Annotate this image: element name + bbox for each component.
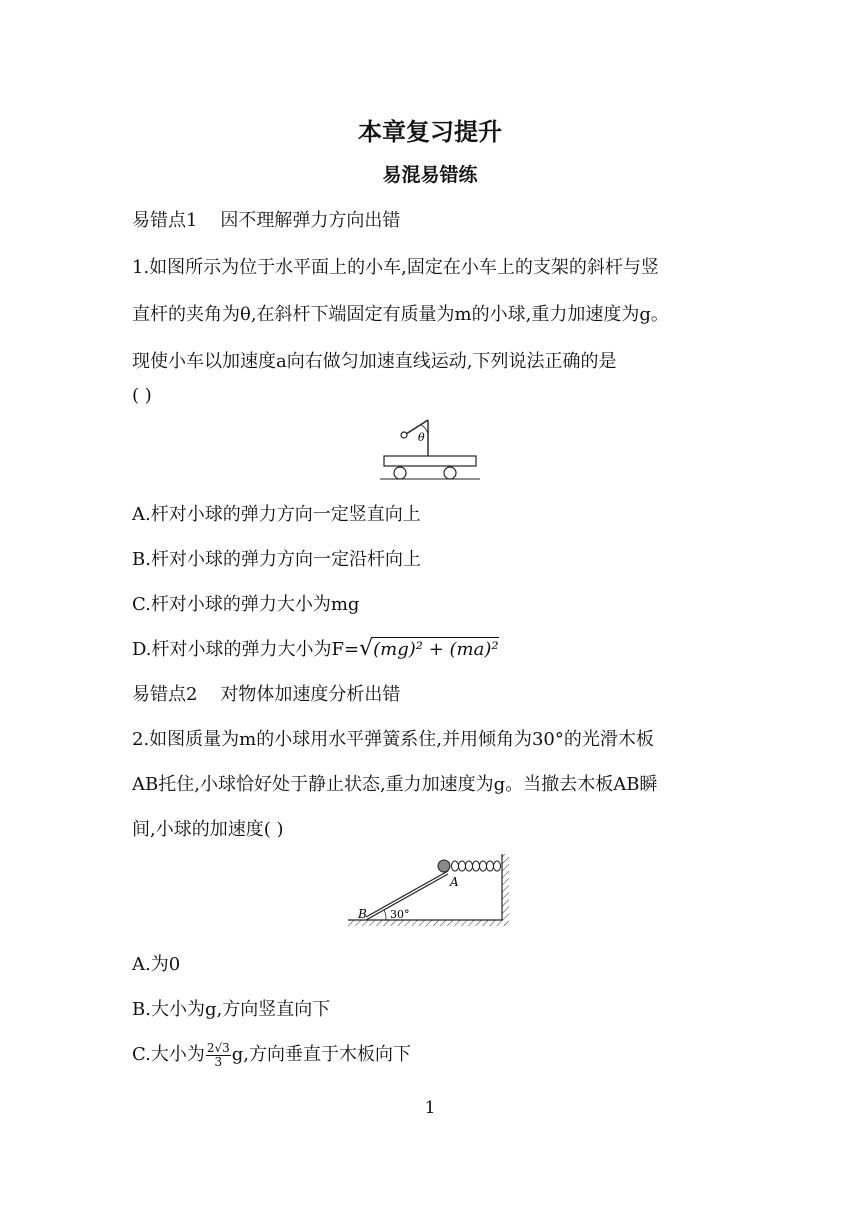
angle-arc xyxy=(384,910,386,920)
q2-line-2: AB托住,小球恰好处于静止状态,重力加速度为g。当撤去木板AB瞬 xyxy=(132,774,658,795)
q2-option-c-suffix: g,方向垂直于木板向下 xyxy=(231,1044,412,1065)
q1-option-d-prefix: D.杆对小球的弹力大小为F= xyxy=(132,639,360,660)
ground-hatch xyxy=(348,920,508,926)
cart-wheel-left xyxy=(394,467,406,479)
q1-answer-blank: ( ) xyxy=(132,385,152,406)
error-point-2-label: 易错点2 xyxy=(132,684,198,705)
error-point-1-label: 易错点1 xyxy=(132,210,198,231)
fraction-numerator: 2√3 xyxy=(206,1040,230,1055)
wall-hatch xyxy=(502,854,509,926)
q1-option-a: A.杆对小球的弹力方向一定竖直向上 xyxy=(132,504,421,525)
ball xyxy=(438,860,450,872)
error-point-1-text: 因不理解弹力方向出错 xyxy=(220,210,401,231)
q2-option-a: A.为0 xyxy=(132,954,181,975)
q1-line-2: 直杆的夹角为θ,在斜杆下端固定有质量为m的小球,重力加速度为g。 xyxy=(132,304,669,325)
q2-option-b: B.大小为g,方向竖直向下 xyxy=(132,999,331,1020)
error-point-2-text: 对物体加速度分析出错 xyxy=(220,684,401,705)
angle-label: 30° xyxy=(390,908,410,921)
q1-line-1: 1.如图所示为位于水平面上的小车,固定在小车上的支架的斜杆与竖 xyxy=(132,257,659,278)
q2-option-c xyxy=(132,1040,411,1069)
q1-line-3: 现使小车以加速度a向右做匀加速直线运动,下列说法正确的是 xyxy=(132,351,617,372)
spring xyxy=(452,861,501,871)
q2-option-c-prefix: C.大小为 xyxy=(132,1044,205,1065)
error-point-2-heading xyxy=(132,680,400,706)
q1-option-b: B.杆对小球的弹力方向一定沿杆向上 xyxy=(132,549,421,570)
q1-cart-figure xyxy=(380,412,482,482)
q2-line-1: 2.如图质量为m的小球用水平弹簧系住,并用倾角为30°的光滑木板 xyxy=(132,729,654,750)
q1-option-c: C.杆对小球的弹力大小为mg xyxy=(132,594,360,615)
slanted-rod xyxy=(406,420,428,434)
fraction xyxy=(206,1042,231,1069)
q1-option-d xyxy=(132,635,499,661)
cart-body xyxy=(384,456,476,466)
cart-wheel-right xyxy=(444,467,456,479)
point-a-label: A xyxy=(450,875,459,889)
point-b-label: B xyxy=(358,907,367,921)
ball xyxy=(401,432,407,438)
fraction-denominator: 3 xyxy=(214,1054,223,1069)
section-subtitle: 易混易错练 xyxy=(382,164,478,186)
error-point-1-heading xyxy=(132,206,400,232)
page-title: 本章复习提升 xyxy=(358,118,502,146)
q2-line-3: 间,小球的加速度( ) xyxy=(132,819,284,840)
q2-incline-figure xyxy=(344,852,516,934)
q1-option-d-formula: (mg)² + (ma)² xyxy=(373,639,499,660)
page-number: 1 xyxy=(424,1098,436,1118)
theta-label: θ xyxy=(418,431,425,444)
sqrt-sign: √ xyxy=(359,636,374,661)
